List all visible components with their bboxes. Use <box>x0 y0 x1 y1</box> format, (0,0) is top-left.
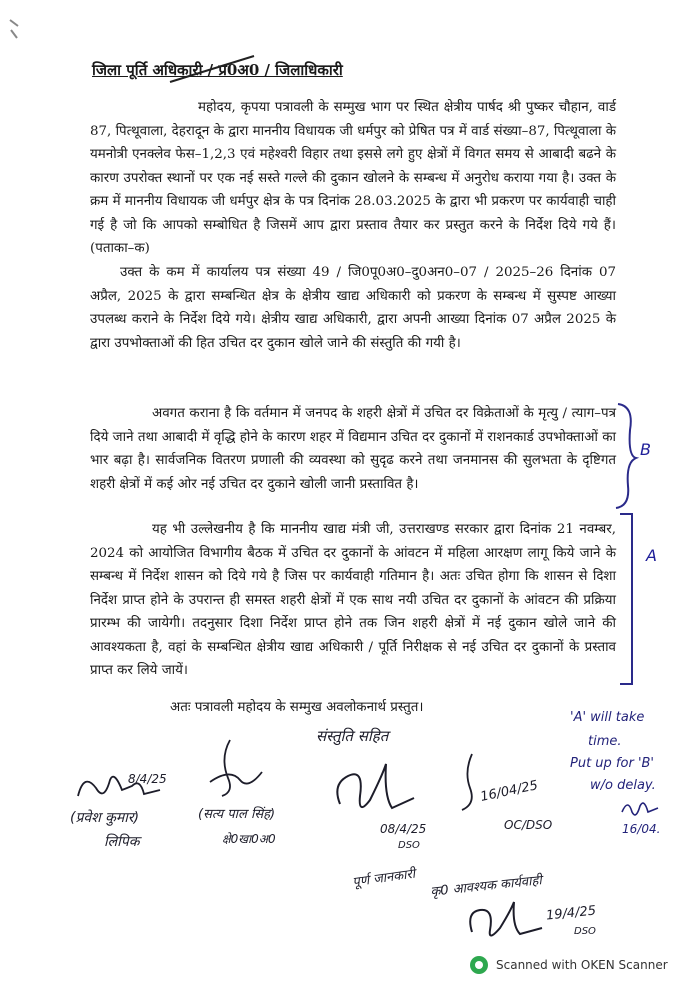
paragraph-4: यह भी उल्लेखनीय है कि माननीय खाद्य मंत्री जी, उत्तराखण्ड सरकार द्वारा दिनांक 21 नवम्बर, 2024 को आयोजित विभागीय बैठक में उचित दर दुकानों के आंवटन में महिला आरक्षण लागू किये जाने के सम्बन्ध में निर्देश शासन को दिये गये है जिस पर कार्यवाही गतिमान है। अतः उचित होगा कि शासन से दिशा निर्देश प्राप्त होने के उपरान्त ही समस्त शहरी क्षेत्रों में एक साथ नयी उचित दर दुकानों के आंवटन की प्रक्रिया प्रारम्भ की जायेगी। तदनुसार दिशा निर्देश प्राप्त होने तक जिन शहरी क्षेत्रों में नई दुकान खोले जाने की आवश्यकता है, वहां के सम्बन्धित क्षेत्रीय खाद्य अधिकारी / पूर्ति निरीक्षक से नई उचित दर दुकानों के प्रस्ताव प्राप्त कर लिये जायें। <box>90 522 616 678</box>
bracket-b <box>612 400 640 512</box>
final-role: DSO <box>574 926 596 937</box>
rfo-role: क्षे0खा0अ0 <box>222 832 276 846</box>
note-line-1: 'A' will take <box>570 710 645 725</box>
lower-note-1: पूर्ण जानकारी <box>351 866 417 891</box>
oc-role: OC/DSO <box>504 818 553 832</box>
paragraph-5: अतः पत्रावली महोदय के सम्मुख अवलोकनार्थ प्रस्तुत। <box>170 700 424 715</box>
clerk-role: लिपिक <box>104 834 140 850</box>
scanner-logo-icon <box>470 956 488 974</box>
clerk-name: (प्रवेश कुमार) <box>70 810 140 826</box>
dso-date: 08/4/25 <box>380 822 427 836</box>
paragraph-2: उक्त के कम में कार्यालय पत्र संख्या 49 / जि0पू0अ0–दु0अन0–07 / 2025–26 दिनांक 07 अप्रैल, 2025 के द्वारा सम्बन्धित क्षेत्र के क्षेत्रीय खाद्य अधिकारी को प्रकरण के सम्बन्ध में सुस्पष्ट आख्या उपलब्ध कराने के निर्देश दिये गये। क्षेत्रीय खाद्य अधिकारी, द्वारा अपनी आख्या दिनांक 07 अप्रैल 2025 के द्वारा उपभोक्ताओं की हित उचित दर दुकान खोले जाने की संस्तुति की गयी है। <box>90 265 616 351</box>
heading-strike-mark <box>168 54 258 84</box>
bracket-a <box>616 510 638 688</box>
paragraph-1: महोदय, कृपया पत्रावली के सम्मुख भाग पर स्थित क्षेत्रीय पार्षद श्री पुष्कर चौहान, वार्ड 87, पित्थूवाला, देहरादून के द्वारा माननीय विधायक जी धर्मपुर को प्रेषित पत्र में वार्ड संख्या–87, पित्थूवाला के यमनोत्री एनक्लेव फेस–1,2,3 एवं महेश्वरी विहार तथा इससे लगे हुए क्षेत्रों में विगत समय से आबादी बढने के कारण उपरोक्त स्थानों पर एक नई सस्ते गल्ले की दुकान खोलने के सम्बन्ध में अनुरोध कराया गया है। उक्त के क्रम में माननीय विधायक जी धर्मपुर क्षेत्र के पत्र दिनांक 28.03.2025 के द्वारा भी प्रकरण पर कार्यवाही चाही गई है जो कि आपको सम्बोधित है जिसमें आप द्वारा प्रस्ताव तैयार कर प्रस्तुत करने के निर्देश दिये गये हैं। (पताका–क) <box>90 100 616 256</box>
scanner-text: Scanned with OKEN Scanner <box>496 958 668 972</box>
note-line-2: time. <box>588 734 622 749</box>
document-heading: जिला पूर्ति अधिकारी / प्र0अ0 / जिलाधिकारी <box>92 61 343 79</box>
note-initials-signature <box>620 798 660 820</box>
lower-note-2: कृ0 आवश्यक कार्यवाही <box>429 873 543 900</box>
final-date: 19/4/25 <box>545 903 597 924</box>
note-date: 16/04. <box>622 822 661 836</box>
signature-rfo <box>200 738 270 798</box>
dso-remark: संस्तुति सहित <box>316 727 389 745</box>
rfo-name: (सत्य पाल सिंह) <box>198 807 276 822</box>
signature-dso <box>330 756 420 826</box>
scanner-watermark <box>470 956 668 974</box>
note-line-4: w/o delay. <box>590 778 656 793</box>
dso-role: DSO <box>398 840 420 851</box>
margin-mark-b: B <box>640 440 651 459</box>
clerk-date: 8/4/25 <box>128 772 167 786</box>
paragraph-3: अवगत कराना है कि वर्तमान में जनपद के शहरी क्षेत्रों में उचित दर विक्रेताओं के मृत्यु / त्याग–पत्र दिये जाने तथा आबादी में वृद्धि होने के कारण शहर में विद्यमान उचित दर दुकानों में राशनकार्ड उपभोक्ताओं का भार बढ़ा है। सार्वजनिक वितरण प्रणाली की व्यवस्था को सुदृढ करने तथा जनमानस की सुलभता के दृष्टिगत शहरी क्षेत्रों में कई ओर नई उचित दर दुकाने खोली जानी प्रस्तावित है। <box>90 406 616 492</box>
note-line-3: Put up for 'B' <box>570 756 655 771</box>
oc-date: 16/04/25 <box>479 778 540 805</box>
margin-mark-a: A <box>646 546 657 565</box>
scan-corner-mark <box>8 18 20 40</box>
signature-final <box>466 898 546 944</box>
